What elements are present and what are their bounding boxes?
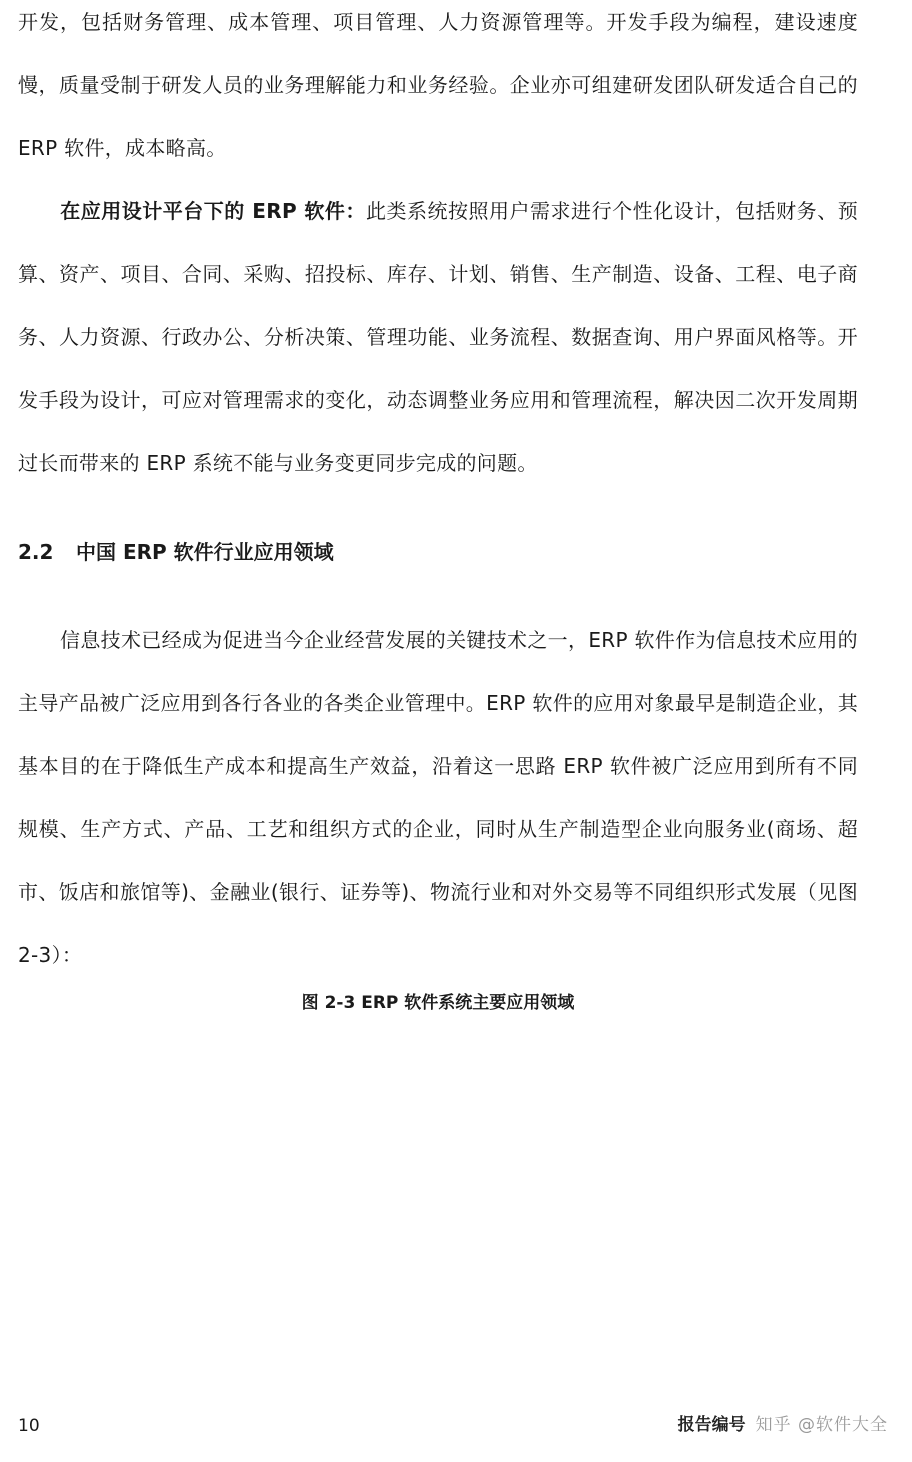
paragraph-lead-term: 在应用设计平台下的 ERP 软件：	[60, 199, 366, 223]
section-heading	[18, 536, 334, 568]
watermark-text: 知乎 @软件大全	[755, 1415, 888, 1435]
paragraph-text: 信息技术已经成为促进当今企业经营发展的关键技术之一，ERP 软件作为信息技术应用的主导产品被广泛应用到各行各业的各类企业管理中。ERP 软件的应用对象最早是制造企业，其基本目的在于降低生产成本和提高生产效益，沿着这一思路 ERP 软件被广泛应用到所有不同规模、生产方式、产品、工艺和组织方式的企业，同时从生产制造型企业向服务业(商场、超市、饭店和旅馆等)、金融业(银行、证券等)、物流行业和对外交易等不同组织形式发展（见图 2-3）：	[18, 628, 858, 967]
paragraph-development-programming	[18, 0, 858, 180]
paragraph-erp-application-fields	[18, 609, 858, 987]
paragraph-text: 此类系统按照用户需求进行个性化设计，包括财务、预算、资产、项目、合同、采购、招投标、库存、计划、销售、生产制造、设备、工程、电子商务、人力资源、行政办公、分析决策、管理功能、业务流程、数据查询、用户界面风格等。开发手段为设计，可应对管理需求的变化，动态调整业务应用和管理流程，解决因二次开发周期过长而带来的 ERP 系统不能与业务变更同步完成的问题。	[18, 199, 859, 475]
page-number: 10	[18, 1416, 40, 1436]
section-title: 中国 ERP 软件行业应用领域	[76, 540, 334, 564]
footer-report-info	[678, 1412, 888, 1438]
report-number-label: 报告编号	[677, 1415, 746, 1435]
figure-caption: 图 2-3 ERP 软件系统主要应用领域	[301, 993, 575, 1013]
section-number: 2.2	[18, 540, 54, 564]
paragraph-text: 开发，包括财务管理、成本管理、项目管理、人力资源管理等。开发手段为编程，建设速度慢，质量受制于研发人员的业务理解能力和业务经验。企业亦可组建研发团队研发适合自己的 ERP 软件，成本略高。	[18, 10, 858, 160]
paragraph-design-platform-erp	[18, 180, 858, 495]
